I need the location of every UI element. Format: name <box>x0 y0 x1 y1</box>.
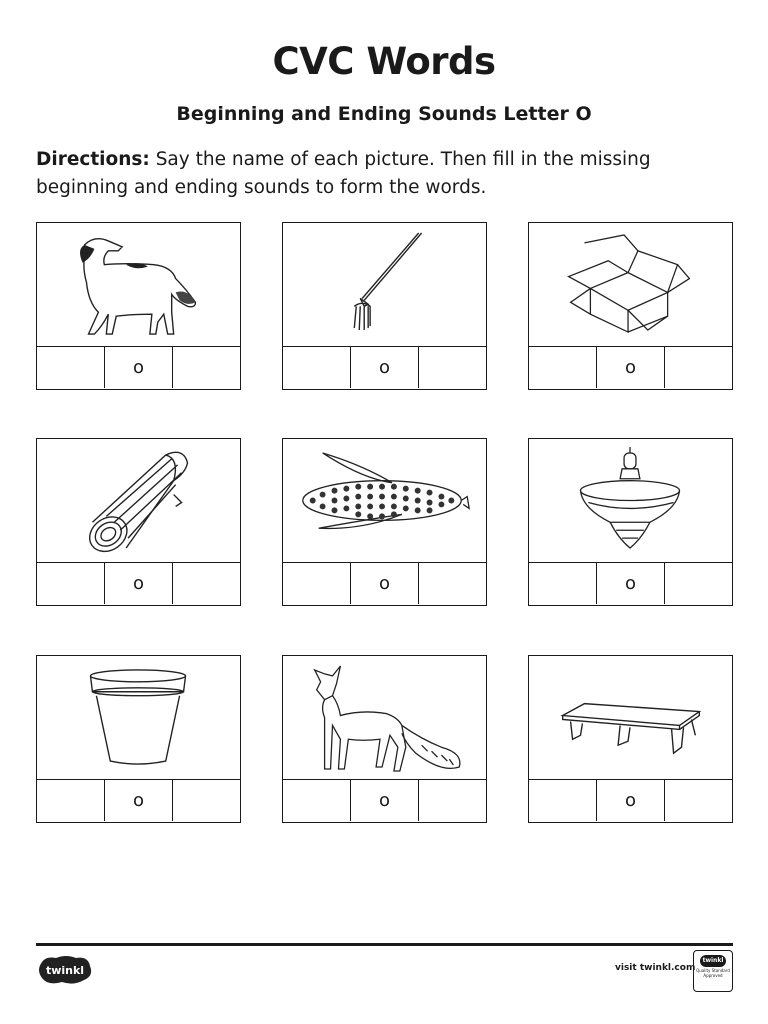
beginning-sound-box[interactable] <box>529 347 596 388</box>
mop-icon <box>283 223 486 346</box>
ending-sound-box[interactable] <box>664 347 732 388</box>
ending-sound-box[interactable] <box>418 347 486 388</box>
picture-frame <box>283 656 486 780</box>
word-card-cob <box>282 438 487 606</box>
picture-frame <box>529 439 732 563</box>
letter-slots <box>529 347 732 388</box>
dog-icon <box>37 223 240 346</box>
directions-text: Say the name of each picture. Then fill in the missing beginning and ending sounds to form the words. <box>36 149 651 198</box>
footer-divider <box>36 943 733 946</box>
word-card-dog <box>36 222 241 390</box>
vowel-letter: o <box>624 789 636 811</box>
ending-sound-box[interactable] <box>172 780 240 821</box>
vowel-box <box>104 563 172 604</box>
vowel-box <box>596 780 664 821</box>
ending-sound-box[interactable] <box>172 563 240 604</box>
vowel-letter: o <box>624 572 636 594</box>
page-subtitle: Beginning and Ending Sounds Letter O <box>176 103 592 125</box>
picture-frame <box>37 439 240 563</box>
logo-text: twinkl <box>45 964 85 977</box>
picture-frame <box>529 656 732 780</box>
directions <box>36 146 736 202</box>
beginning-sound-box[interactable] <box>283 347 350 388</box>
letter-slots <box>37 780 240 821</box>
picture-frame <box>37 223 240 347</box>
letter-slots <box>283 563 486 604</box>
ending-sound-box[interactable] <box>418 563 486 604</box>
visit-link[interactable]: visit twinkl.com <box>615 963 696 973</box>
letter-slots <box>37 563 240 604</box>
beginning-sound-box[interactable] <box>529 563 596 604</box>
beginning-sound-box[interactable] <box>283 780 350 821</box>
badge-brand: twinkl <box>700 955 726 967</box>
picture-frame <box>37 656 240 780</box>
word-card-pot <box>36 655 241 823</box>
vowel-letter: o <box>378 356 390 378</box>
word-card-cot <box>528 655 733 823</box>
vowel-box <box>596 563 664 604</box>
vowel-letter: o <box>132 789 144 811</box>
twinkl-logo[interactable] <box>36 954 94 986</box>
spinning-top-icon <box>529 439 732 562</box>
vowel-box <box>350 563 418 604</box>
word-card-log <box>36 438 241 606</box>
word-card-box <box>528 222 733 390</box>
ending-sound-box[interactable] <box>664 563 732 604</box>
page-title: CVC Words <box>272 40 496 83</box>
letter-slots <box>529 563 732 604</box>
log-icon <box>37 439 240 562</box>
vowel-box <box>350 347 418 388</box>
beginning-sound-box[interactable] <box>37 780 104 821</box>
letter-slots <box>529 780 732 821</box>
vowel-box <box>350 780 418 821</box>
word-card-top <box>528 438 733 606</box>
cot-icon <box>529 656 732 779</box>
vowel-letter: o <box>132 572 144 594</box>
vowel-box <box>104 780 172 821</box>
beginning-sound-box[interactable] <box>37 563 104 604</box>
picture-frame <box>283 439 486 563</box>
picture-frame <box>529 223 732 347</box>
pot-icon <box>37 656 240 779</box>
vowel-letter: o <box>624 356 636 378</box>
ending-sound-box[interactable] <box>664 780 732 821</box>
fox-icon <box>283 656 486 779</box>
box-icon <box>529 223 732 346</box>
vowel-box <box>104 347 172 388</box>
beginning-sound-box[interactable] <box>37 347 104 388</box>
vowel-letter: o <box>378 572 390 594</box>
badge-text: Quality Standard Approved <box>696 968 730 978</box>
beginning-sound-box[interactable] <box>529 780 596 821</box>
vowel-letter: o <box>132 356 144 378</box>
vowel-box <box>596 347 664 388</box>
word-card-fox <box>282 655 487 823</box>
quality-badge <box>693 950 733 992</box>
vowel-letter: o <box>378 789 390 811</box>
letter-slots <box>37 347 240 388</box>
cob-icon <box>283 439 486 562</box>
directions-label: Directions: <box>36 149 150 170</box>
beginning-sound-box[interactable] <box>283 563 350 604</box>
ending-sound-box[interactable] <box>172 347 240 388</box>
letter-slots <box>283 780 486 821</box>
letter-slots <box>283 347 486 388</box>
ending-sound-box[interactable] <box>418 780 486 821</box>
word-card-mop <box>282 222 487 390</box>
picture-frame <box>283 223 486 347</box>
